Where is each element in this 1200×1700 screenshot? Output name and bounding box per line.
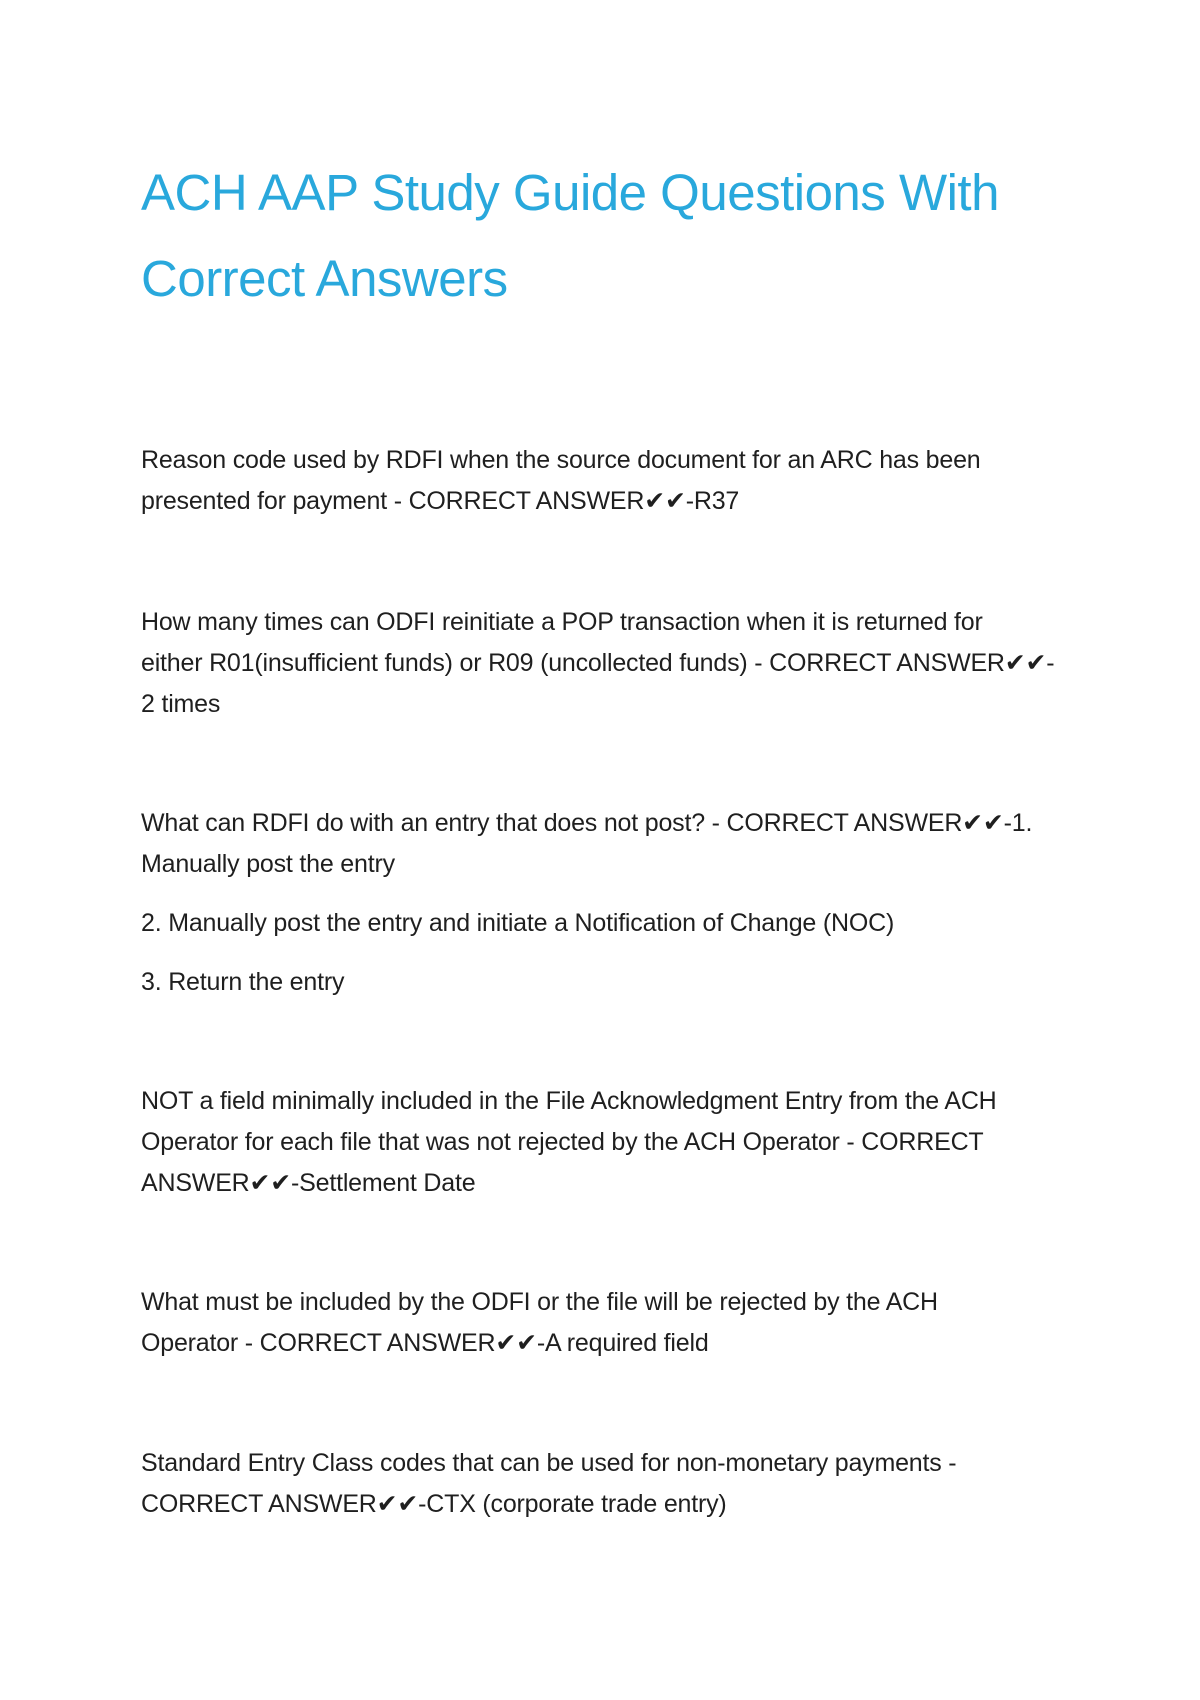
qa-item xyxy=(141,440,1071,522)
document-title xyxy=(141,150,1061,322)
title-line: Correct Answers xyxy=(141,250,508,307)
qa-text-line: presented for payment - CORRECT ANSWER✔✔-R37 xyxy=(141,487,740,515)
title-line: ACH AAP Study Guide Questions With xyxy=(141,164,999,221)
qa-item xyxy=(141,1282,1071,1364)
qa-text-line: 2 times xyxy=(141,690,221,718)
qa-item xyxy=(141,1081,1071,1204)
qa-text-line: Reason code used by RDFI when the source document for an ARC has been xyxy=(141,446,981,474)
qa-text-line: Manually post the entry xyxy=(141,850,395,878)
qa-text-line: Standard Entry Class codes that can be used for non-monetary payments - xyxy=(141,1449,957,1477)
qa-text-line: Operator for each file that was not rejected by the ACH Operator - CORRECT xyxy=(141,1128,984,1156)
qa-text-line: either R01(insufficient funds) or R09 (uncollected funds) - CORRECT ANSWER✔✔- xyxy=(141,649,1055,677)
qa-sub-item: 2. Manually post the entry and initiate a Notification of Change (NOC) xyxy=(141,909,895,937)
qa-text-line: NOT a field minimally included in the File Acknowledgment Entry from the ACH xyxy=(141,1087,997,1115)
qa-text-line: ANSWER✔✔-Settlement Date xyxy=(141,1169,476,1197)
qa-text-line: What can RDFI do with an entry that does not post? - CORRECT ANSWER✔✔-1. xyxy=(141,809,1033,837)
qa-text-line: Operator - CORRECT ANSWER✔✔-A required field xyxy=(141,1329,709,1357)
qa-item xyxy=(141,602,1071,725)
qa-sub-item: 3. Return the entry xyxy=(141,968,345,996)
qa-text-line: What must be included by the ODFI or the file will be rejected by the ACH xyxy=(141,1288,938,1316)
qa-item xyxy=(141,1443,1071,1525)
qa-item xyxy=(141,803,1071,1003)
qa-text-line: CORRECT ANSWER✔✔-CTX (corporate trade entry) xyxy=(141,1490,727,1518)
qa-text-line: How many times can ODFI reinitiate a POP transaction when it is returned for xyxy=(141,608,983,636)
qa-list xyxy=(141,440,1071,1525)
